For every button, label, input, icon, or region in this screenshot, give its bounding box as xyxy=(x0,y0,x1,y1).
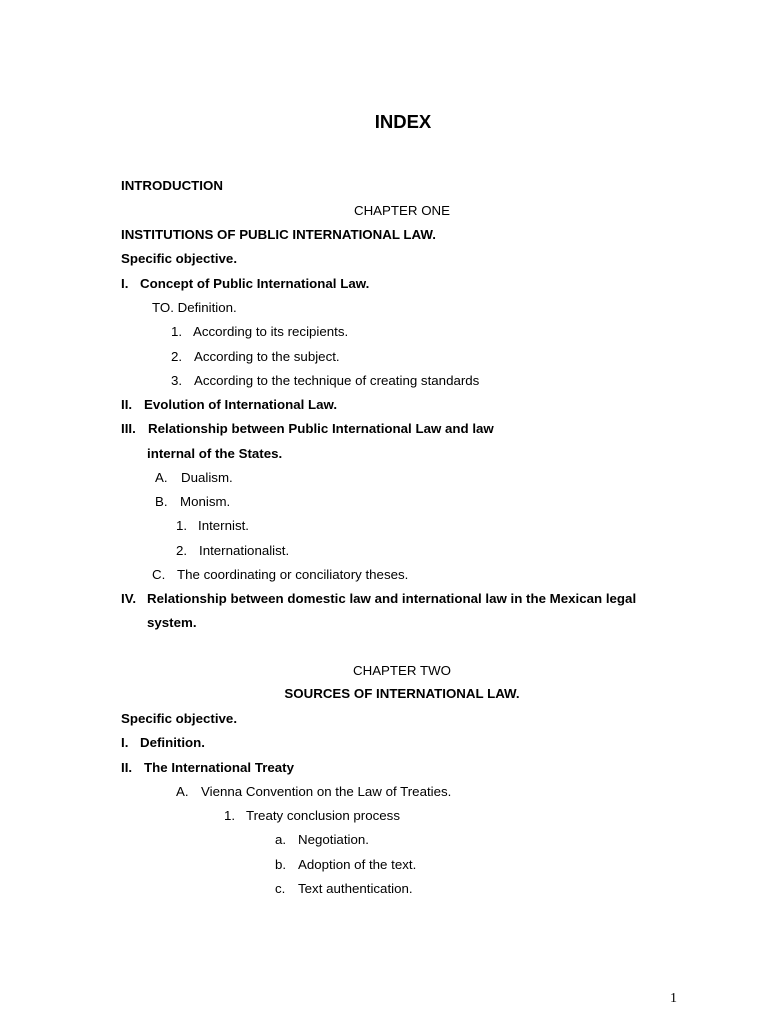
index-item: B. Monism. xyxy=(155,494,231,509)
index-item: A. Vienna Convention on the Law of Treaties. xyxy=(176,784,452,799)
chapter-one-objective: Specific objective. xyxy=(121,251,238,266)
index-item: b. Adoption of the text. xyxy=(275,857,417,872)
index-item: C. The coordinating or conciliatory theses. xyxy=(152,567,409,582)
page-number: 1 xyxy=(670,991,677,1006)
introduction-heading: INTRODUCTION xyxy=(121,178,223,193)
chapter-two-objective: Specific objective. xyxy=(121,711,238,726)
page-title: INDEX xyxy=(374,111,432,132)
index-item: II. Evolution of International Law. xyxy=(121,397,338,412)
index-item: IV. Relationship between domestic law and international law in the Mexican legal xyxy=(121,591,637,606)
index-item: a. Negotiation. xyxy=(275,832,369,847)
index-item: I. Definition. xyxy=(121,735,205,750)
index-item: system. xyxy=(147,615,197,630)
index-item: internal of the States. xyxy=(147,446,283,461)
index-item: 1. According to its recipients. xyxy=(171,324,349,339)
index-item: I. Concept of Public International Law. xyxy=(121,276,370,291)
index-item: III. Relationship between Public International Law and law xyxy=(121,421,494,436)
index-item: A. Dualism. xyxy=(155,470,233,485)
chapter-two-title: SOURCES OF INTERNATIONAL LAW. xyxy=(284,686,520,701)
chapter-one-title: INSTITUTIONS OF PUBLIC INTERNATIONAL LAW. xyxy=(121,227,436,242)
index-item: 3. According to the technique of creating standards xyxy=(171,373,480,388)
index-item: 2. According to the subject. xyxy=(171,349,340,364)
index-item: II. The International Treaty xyxy=(121,760,294,775)
index-item: TO. Definition. xyxy=(152,300,237,315)
chapter-two-heading: CHAPTER TWO xyxy=(352,663,451,678)
index-item: c. Text authentication. xyxy=(275,881,413,896)
index-item: 1. Treaty conclusion process xyxy=(224,808,400,823)
index-item: 2. Internationalist. xyxy=(176,543,290,558)
index-item: 1. Internist. xyxy=(176,518,249,533)
chapter-one-heading: CHAPTER ONE xyxy=(353,203,451,218)
